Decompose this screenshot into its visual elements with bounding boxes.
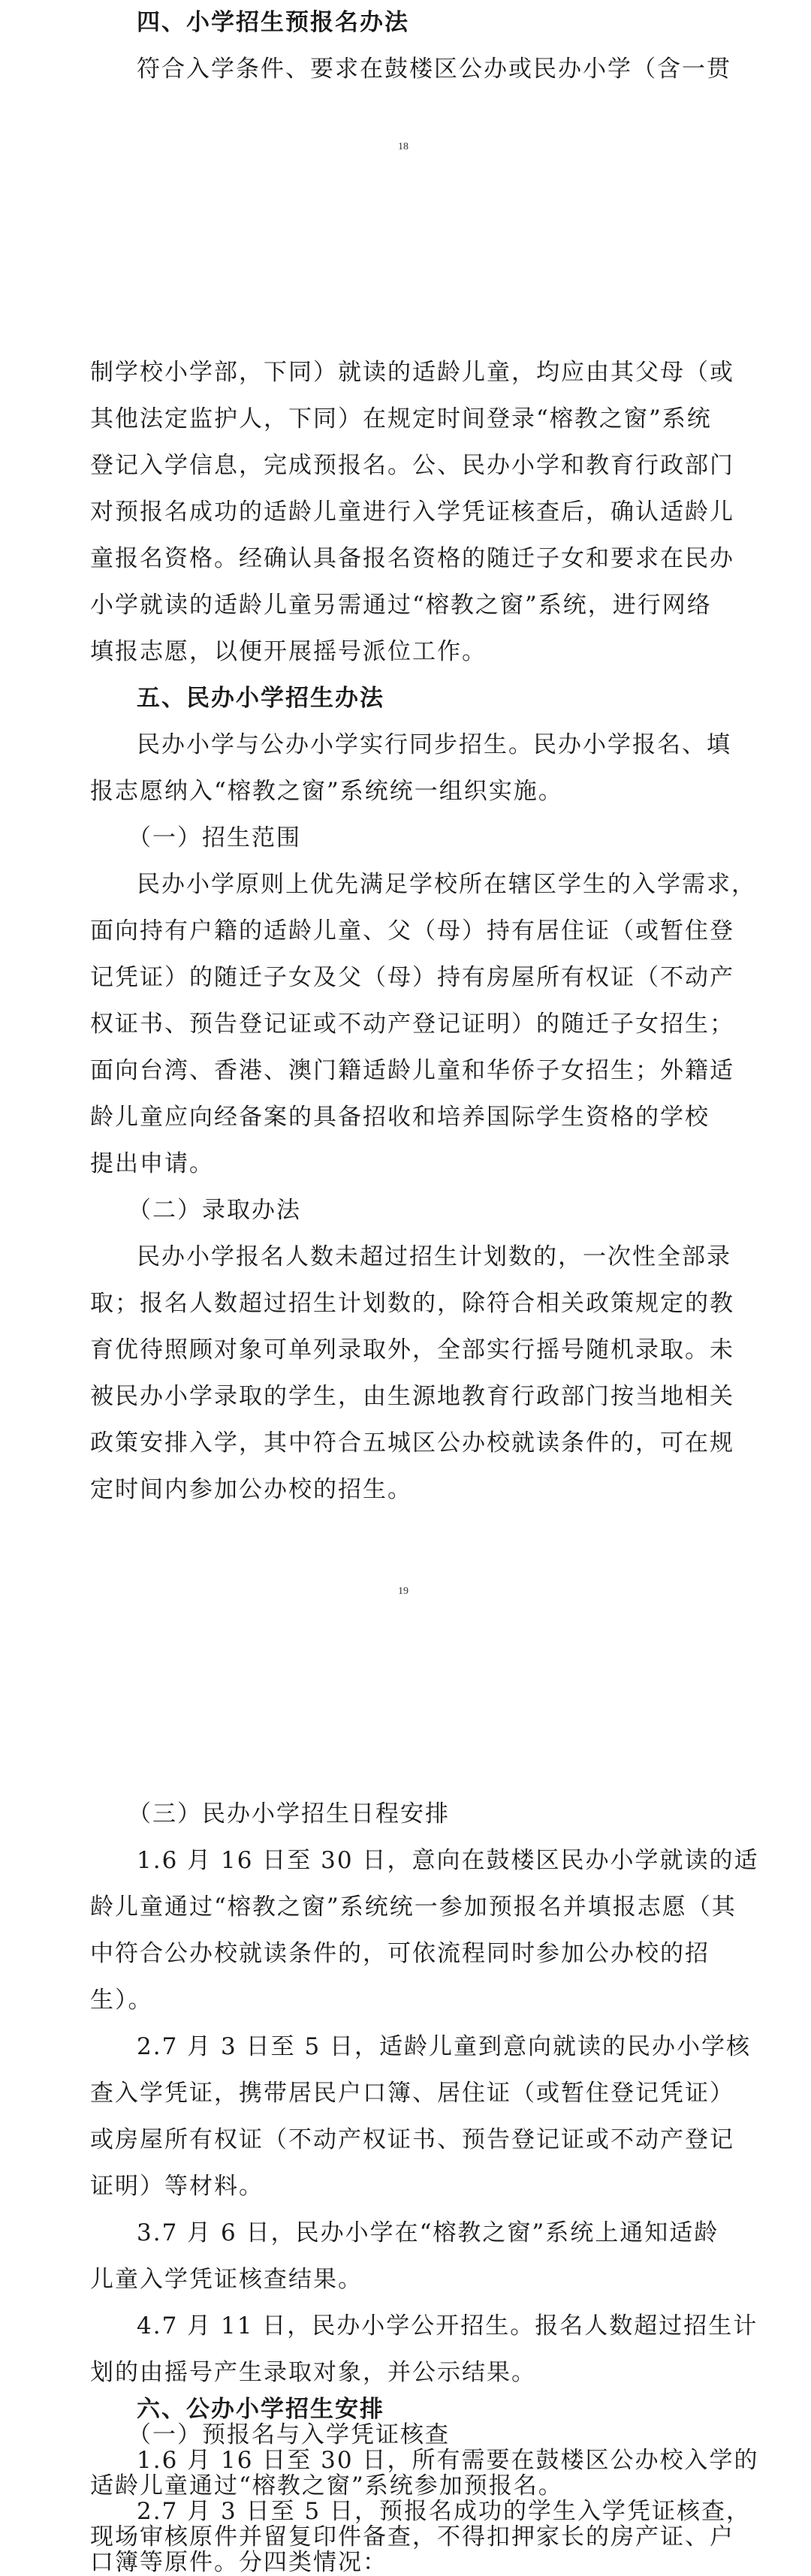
paragraph-line: 被民办小学录取的学生，由生源地教育行政部门按当地相关 — [90, 1383, 734, 1410]
paragraph-line: 民办小学原则上优先满足学校所在辖区学生的入学需求， — [137, 871, 756, 898]
paragraph-line: 记凭证）的随迁子女及父（母）持有房屋所有权证（不动产 — [90, 964, 734, 991]
section-heading: 六、公办小学招生安排 — [137, 2396, 384, 2423]
subsection-heading: （一）预报名与入学凭证核查 — [128, 2421, 450, 2448]
paragraph-line: 取；报名人数超过招生计划数的，除符合相关政策规定的教 — [90, 1290, 734, 1317]
paragraph-line: 1.6 月 16 日至 30 日，所有需要在鼓楼区公办校入学的 — [137, 2447, 759, 2474]
paragraph-line: 定时间内参加公办校的招生。 — [90, 1476, 412, 1503]
paragraph-line: 制学校小学部，下同）就读的适龄儿童，均应由其父母（或 — [90, 359, 734, 386]
paragraph-line: 或房屋所有权证（不动产权证书、预告登记证或不动产登记 — [90, 2126, 734, 2153]
paragraph-line: 提出申请。 — [90, 1150, 214, 1177]
paragraph-line: 适龄儿童通过“榕教之窗”系统参加预报名。 — [90, 2472, 563, 2499]
paragraph-line: 符合入学条件、要求在鼓楼区公办或民办小学（含一贯 — [137, 56, 731, 83]
paragraph-line: 1.6 月 16 日至 30 日，意向在鼓楼区民办小学就读的适 — [137, 1847, 759, 1874]
paragraph-line: 政策安排入学，其中符合五城区公办校就读条件的，可在规 — [90, 1430, 734, 1457]
paragraph-line: 查入学凭证，携带居民户口簿、居住证（或暂住登记凭证） — [90, 2080, 734, 2107]
paragraph-line: 育优待照顾对象可单列录取外，全部实行摇号随机录取。未 — [90, 1336, 734, 1363]
paragraph-line: 小学就读的适龄儿童另需通过“榕教之窗”系统，进行网络 — [90, 592, 712, 619]
paragraph-line: 龄儿童通过“榕教之窗”系统统一参加预报名并填报志愿（其 — [90, 1894, 737, 1921]
paragraph-line: 儿童入学凭证核查结果。 — [90, 2266, 363, 2293]
section-heading: 四、小学招生预报名办法 — [137, 9, 409, 36]
paragraph-line: 填报志愿，以便开展摇号派位工作。 — [90, 638, 487, 665]
paragraph-line: 生）。 — [90, 1987, 153, 2014]
paragraph-line: 2.7 月 3 日至 5 日，适龄儿童到意向就读的民办小学核 — [137, 2033, 752, 2060]
paragraph-line: 面向台湾、香港、澳门籍适龄儿童和华侨子女招生；外籍适 — [90, 1057, 734, 1084]
paragraph-line: 2.7 月 3 日至 5 日，预报名成功的学生入学凭证核查， — [137, 2498, 752, 2525]
subsection-heading: （二）录取办法 — [128, 1197, 301, 1224]
subsection-heading: （三）民办小学招生日程安排 — [128, 1800, 450, 1827]
paragraph-line: 4.7 月 11 日，民办小学公开招生。报名人数超过招生计 — [137, 2312, 758, 2339]
paragraph-line: 3.7 月 6 日，民办小学在“榕教之窗”系统上通知适龄 — [137, 2219, 719, 2246]
paragraph-line: 报志愿纳入“榕教之窗”系统统一组织实施。 — [90, 778, 563, 805]
paragraph-line: 童报名资格。经确认具备报名资格的随迁子女和要求在民办 — [90, 545, 734, 572]
subsection-heading: （一）招生范围 — [128, 824, 301, 851]
paragraph-line: 划的由摇号产生录取对象，并公示结果。 — [90, 2359, 536, 2386]
paragraph-line: 龄儿童应向经备案的具备招收和培养国际学生资格的学校 — [90, 1104, 710, 1131]
paragraph-line: 中符合公办校就读条件的，可依流程同时参加公办校的招 — [90, 1940, 710, 1967]
paragraph-line: 口簿等原件。分四类情况： — [90, 2549, 387, 2576]
paragraph-line: 民办小学与公办小学实行同步招生。民办小学报名、填 — [137, 731, 731, 758]
section-heading: 五、民办小学招生办法 — [137, 685, 384, 712]
paragraph-line: 登记入学信息，完成预报名。公、民办小学和教育行政部门 — [90, 452, 734, 479]
paragraph-line: 现场审核原件并留复印件备查，不得扣押家长的房产证、户 — [90, 2523, 734, 2550]
page-number: 19 — [398, 1586, 409, 1597]
paragraph-line: 权证书、预告登记证或不动产登记证明）的随迁子女招生； — [90, 1011, 734, 1038]
paragraph-line: 民办小学报名人数未超过招生计划数的，一次性全部录 — [137, 1243, 731, 1270]
paragraph-line: 其他法定监护人，下同）在规定时间登录“榕教之窗”系统 — [90, 405, 712, 432]
paragraph-line: 面向持有户籍的适龄儿童、父（母）持有居住证（或暂住登 — [90, 917, 734, 945]
paragraph-line: 对预报名成功的适龄儿童进行入学凭证核查后，确认适龄儿 — [90, 499, 734, 526]
paragraph-line: 证明）等材料。 — [90, 2173, 264, 2200]
page-number: 18 — [398, 141, 409, 152]
